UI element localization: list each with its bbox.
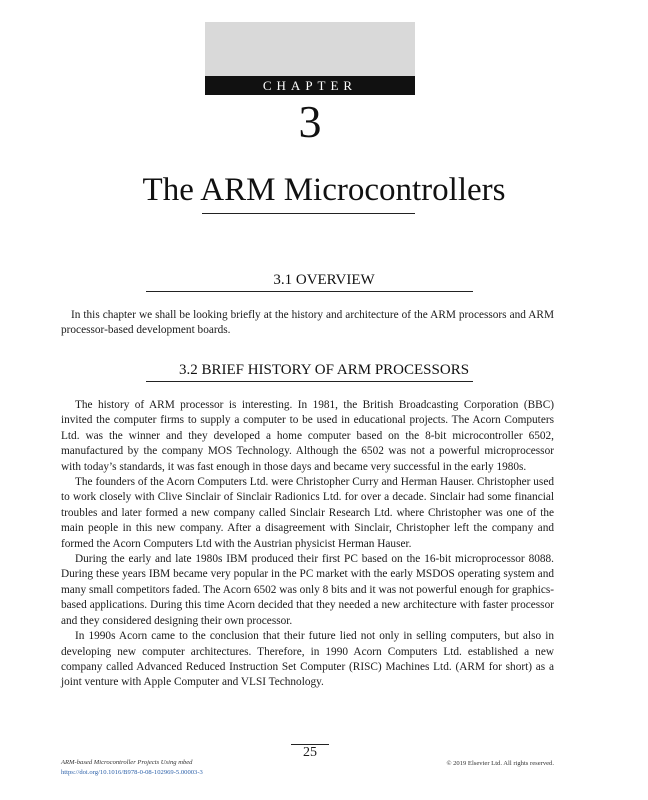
section-heading-overview: 3.1 OVERVIEW <box>273 272 375 288</box>
book-title: ARM-based Microcontroller Projects Using mbed <box>61 759 193 766</box>
chapter-label: CHAPTER <box>205 76 415 95</box>
copyright-notice: © 2019 Elsevier Ltd. All rights reserved. <box>446 760 554 767</box>
footer-citation <box>61 758 203 778</box>
page-number: 25 <box>303 745 317 760</box>
history-paragraph: In 1990s Acorn came to the conclusion that their future lied not only in selling computers, but also in developing new computer architectures. Therefore, in 1990 Acorn Computers Ltd. established a new company called Advanced Reduced Instruction Set Computer (RISC) Machines Ltd. (ARM for short) as a joint venture with Apple Computer and VLSI Technology. <box>61 630 554 689</box>
chapter-number: 3 <box>298 96 322 147</box>
history-paragraph: The history of ARM processor is interesting. In 1981, the British Broadcasting Corporation (BBC) invited the computer firms to supply a computer to be used in educational projects. The Acorn Computers Ltd. was the winner and they developed a home computer based on the 8-bit microcontroller 6502, manufactured by the company MOS Technology. Although the 6502 was not a powerful microprocessor with today’s standards, it was fast enough in those days and became very successful in the early 1980s. <box>61 399 554 473</box>
history-paragraph: During the early and late 1980s IBM produced their first PC based on the 16-bit microprocessor 8088. During these years IBM became very popular in the PC market with the early MSDOS operating system and many small competitors faded. The Acorn 6502 was only 8 bits and it was not powerful enough for graphics-based applications. During this time Acorn decided that they needed a new architecture with faster processor and they considered designing their own processor. <box>61 553 554 627</box>
section-rule <box>146 291 473 292</box>
history-paragraph: The founders of the Acorn Computers Ltd. were Christopher Curry and Herman Hauser. Christopher used to work closely with Clive Sinclair of Sinclair Radionics Ltd. for over a decade. Sinclair had some financial troubles and later formed a new company called Sinclair Research Ltd. where Christopher was one of the main people in this new company. After a disagreement with Sinclair, Christopher left the company and formed the Acorn Computers Ltd with the Austrian physicist Herman Hauser. <box>61 476 554 550</box>
section-rule <box>146 381 473 382</box>
chapter-header-block <box>205 22 415 76</box>
overview-paragraph: In this chapter we shall be looking briefly at the history and architecture of the ARM processors and ARM processor-based development boards. <box>61 309 554 337</box>
title-underline <box>202 213 415 214</box>
doi-link[interactable]: https://doi.org/10.1016/B978-0-08-102969-5.00003-3 <box>61 769 203 776</box>
history-body <box>61 398 554 691</box>
chapter-title: The ARM Microcontrollers <box>142 172 506 208</box>
section-heading-history: 3.2 BRIEF HISTORY OF ARM PROCESSORS <box>178 362 470 378</box>
